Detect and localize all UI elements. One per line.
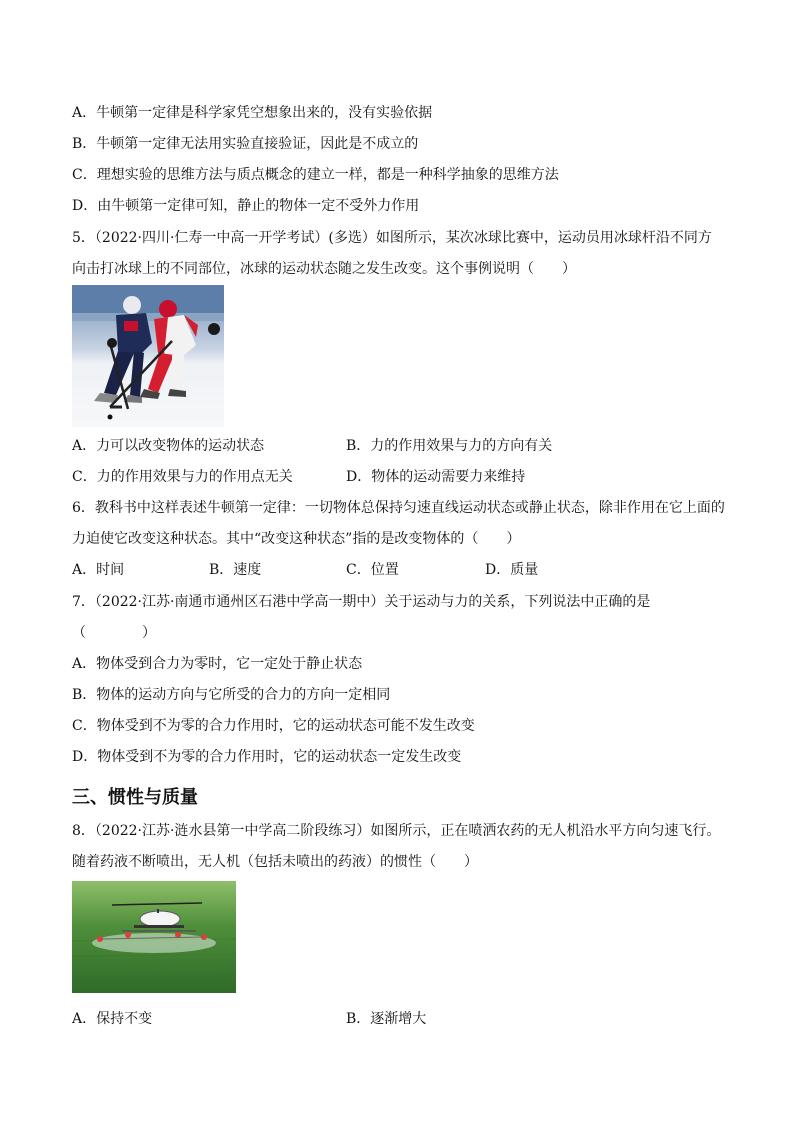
q5-option-d: D．物体的运动需要力来维持 [346, 469, 526, 485]
q5-option-a: A．力可以改变物体的运动状态 [72, 438, 265, 454]
q4-option-d: D．由牛顿第一定律可知，静止的物体一定不受外力作用 [72, 198, 420, 214]
q7-option-d: D．物体受到不为零的合力作用时，它的运动状态一定发生改变 [72, 749, 462, 765]
drone-illustration [72, 881, 236, 993]
q4-option-b: B．牛顿第一定律无法用实验直接验证，因此是不成立的 [72, 136, 419, 152]
q6-option-b: B．速度 [209, 562, 262, 578]
ice-hockey-illustration [72, 285, 224, 427]
q6-option-c: C．位置 [346, 562, 399, 578]
q4-option-a: A．牛顿第一定律是科学家凭空想象出来的，没有实验依据 [72, 105, 433, 121]
section-heading: 三、惯性与质量 [72, 787, 198, 808]
q7-stem-line1: 7．（2022·江苏·南通市通州区石港中学高一期中）关于运动与力的关系，下列说法中正确的是 [72, 594, 651, 610]
q6-stem-line1: 6．教科书中这样表述牛顿第一定律：一切物体总保持匀速直线运动状态或静止状态，除非作用在它上面的 [72, 500, 725, 516]
q5-stem-line1: 5．（2022·四川·仁寿一中高一开学考试）(多选）如图所示，某次冰球比赛中，运动员用冰球杆沿不同方 [72, 230, 712, 246]
ice-hockey-photo [72, 285, 224, 427]
q8-stem-line2: 随着药液不断喷出，无人机（包括未喷出的药液）的惯性（ ） [72, 854, 478, 870]
q5-option-b: B．力的作用效果与力的方向有关 [346, 438, 553, 454]
q7-option-b: B．物体的运动方向与它所受的合力的方向一定相同 [72, 687, 391, 703]
q6-option-a: A．时间 [72, 562, 125, 578]
q6-option-d: D．质量 [485, 562, 539, 578]
q8-option-a: A．保持不变 [72, 1011, 153, 1027]
q6-stem-line2: 力迫使它改变这种状态。其中“改变这种状态”指的是改变物体的（ ） [72, 531, 521, 547]
q5-stem-line2: 向击打冰球上的不同部位，冰球的运动状态随之发生改变。这个事例说明（ ） [72, 261, 576, 277]
puck [108, 415, 113, 420]
drone-photo [72, 881, 236, 993]
q8-stem-line1: 8．（2022·江苏·涟水县第一中学高二阶段练习）如图所示，正在喷洒农药的无人机沿水平方向匀速飞行。 [72, 823, 721, 839]
q7-stem-line2: （ ） [72, 625, 156, 641]
q5-option-c: C．力的作用效果与力的作用点无关 [72, 469, 293, 485]
q7-option-c: C．物体受到不为零的合力作用时，它的运动状态可能不发生改变 [72, 718, 475, 734]
q4-option-c: C．理想实验的思维方法与质点概念的建立一样，都是一种科学抽象的思维方法 [72, 167, 559, 183]
q7-option-a: A．物体受到合力为零时，它一定处于静止状态 [72, 656, 363, 672]
q8-option-b: B．逐渐增大 [346, 1011, 427, 1027]
